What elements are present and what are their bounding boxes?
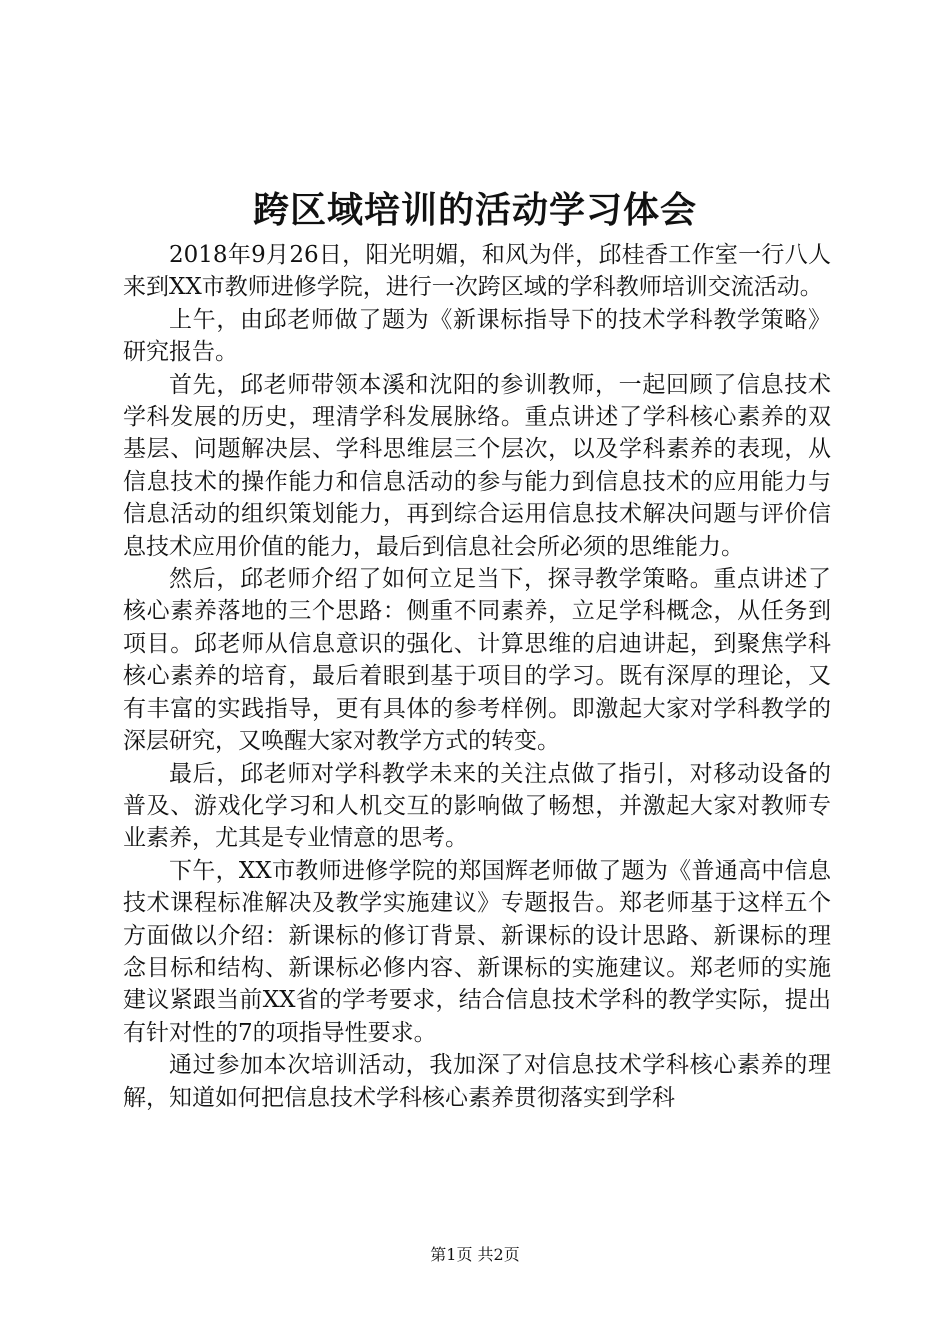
paragraph-7: 通过参加本次培训活动，我加深了对信息技术学科核心素养的理解，知道如何把信息技术学科核心素养贯彻落实到学科 (123, 1052, 831, 1111)
paragraph-6: 下午，XX市教师进修学院的郑国辉老师做了题为《普通高中信息技术课程标准解决及教学实施建议》专题报告。郑老师基于这样五个方面做以介绍：新课标的修订背景、新课标的设计思路、新课标的理念目标和结构、新课标必修内容、新课标的实施建议。郑老师的实施建议紧跟当前XX省的学考要求，结合信息技术学科的教学实际，提出有针对性的7的项指导性要求。 (123, 857, 831, 1046)
paragraph-3: 首先，邱老师带领本溪和沈阳的参训教师，一起回顾了信息技术学科发展的历史，理清学科发展脉络。重点讲述了学科核心素养的双基层、问题解决层、学科思维层三个层次，以及学科素养的表现，从信息技术的操作能力和信息活动的参与能力到信息技术的应用能力与信息活动的组织策划能力，再到综合运用信息技术解决问题与评价信息技术应用价值的能力，最后到信息社会所必须的思维能力。 (123, 371, 831, 560)
paragraph-5: 最后，邱老师对学科教学未来的关注点做了指引，对移动设备的普及、游戏化学习和人机交互的影响做了畅想，并激起大家对教师专业素养，尤其是专业情意的思考。 (123, 760, 831, 852)
page-footer: 第1页 共2页 (430, 1245, 520, 1264)
paragraph-4: 然后，邱老师介绍了如何立足当下，探寻教学策略。重点讲述了核心素养落地的三个思路：侧重不同素养，立足学科概念，从任务到项目。邱老师从信息意识的强化、计算思维的启迪讲起，到聚焦学科核心素养的培育，最后着眼到基于项目的学习。既有深厚的理论，又有丰富的实践指导，更有具体的参考样例。即激起大家对学科教学的深层研究，又唤醒大家对教学方式的转变。 (123, 566, 831, 755)
paragraph-2: 上午，由邱老师做了题为《新课标指导下的技术学科教学策略》研究报告。 (123, 306, 831, 366)
document-title: 跨区域培训的活动学习体会 (252, 189, 697, 231)
paragraph-1: 2018年9月26日，阳光明媚，和风为伴，邱桂香工作室一行八人来到XX市教师进修学院，进行一次跨区域的学科教师培训交流活动。 (123, 242, 831, 301)
document-body (123, 239, 831, 1114)
